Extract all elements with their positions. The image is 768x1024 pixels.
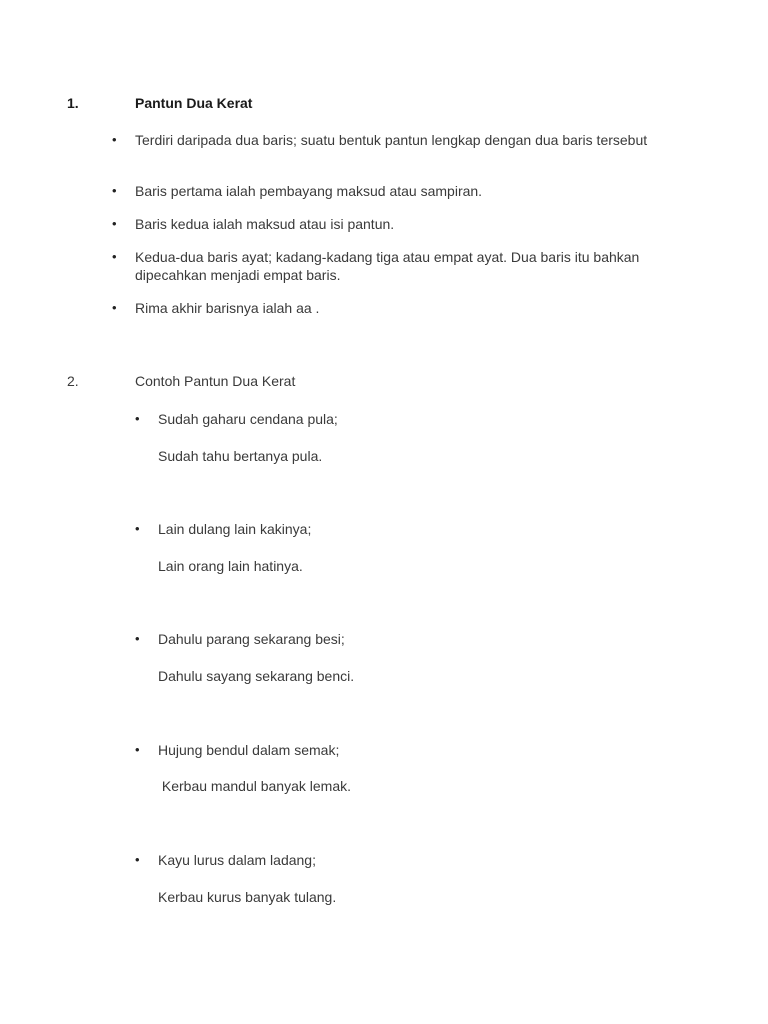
bullet-marker: • xyxy=(135,742,140,757)
bullet-marker: • xyxy=(112,249,117,264)
bullet-marker: • xyxy=(112,300,117,315)
section-1-number: 1. xyxy=(67,95,79,111)
example-3-line-1: Dahulu parang sekarang besi; xyxy=(158,631,345,647)
bullet-marker: • xyxy=(135,521,140,536)
section-1-bullet-2: Baris pertama ialah pembayang maksud atau sampiran. xyxy=(135,183,483,199)
section-1-bullet-5: Rima akhir barisnya ialah aa . xyxy=(135,300,320,316)
example-2-line-1: Lain dulang lain kakinya; xyxy=(158,521,312,537)
example-1-line-1: Sudah gaharu cendana pula; xyxy=(158,411,338,427)
bullet-marker: • xyxy=(135,411,140,426)
example-5-line-1: Kayu lurus dalam ladang; xyxy=(158,852,316,868)
section-1-bullet-3: Baris kedua ialah maksud atau isi pantun. xyxy=(135,216,395,232)
example-1-line-2: Sudah tahu bertanya pula. xyxy=(158,448,323,464)
bullet-marker: • xyxy=(112,216,117,231)
section-1-bullet-4: Kedua-dua baris ayat; kadang-kadang tiga atau empat ayat. Dua baris itu bahkan dipecahkan menjadi empat baris. xyxy=(135,249,640,283)
bullet-marker: • xyxy=(112,183,117,198)
section-1-title: Pantun Dua Kerat xyxy=(135,95,253,111)
example-5-line-2: Kerbau kurus banyak tulang. xyxy=(158,889,337,905)
section-1-bullet-1: Terdiri daripada dua baris; suatu bentuk pantun lengkap dengan dua baris tersebut xyxy=(135,132,648,148)
bullet-marker: • xyxy=(112,132,117,147)
bullet-marker: • xyxy=(135,631,140,646)
section-2-title: Contoh Pantun Dua Kerat xyxy=(135,373,296,389)
example-4-line-1: Hujung bendul dalam semak; xyxy=(158,742,340,758)
example-3-line-2: Dahulu sayang sekarang benci. xyxy=(158,668,355,684)
bullet-marker: • xyxy=(135,852,140,867)
example-4-line-2: Kerbau mandul banyak lemak. xyxy=(158,778,351,794)
section-2-number: 2. xyxy=(67,373,79,389)
example-2-line-2: Lain orang lain hatinya. xyxy=(158,558,303,574)
